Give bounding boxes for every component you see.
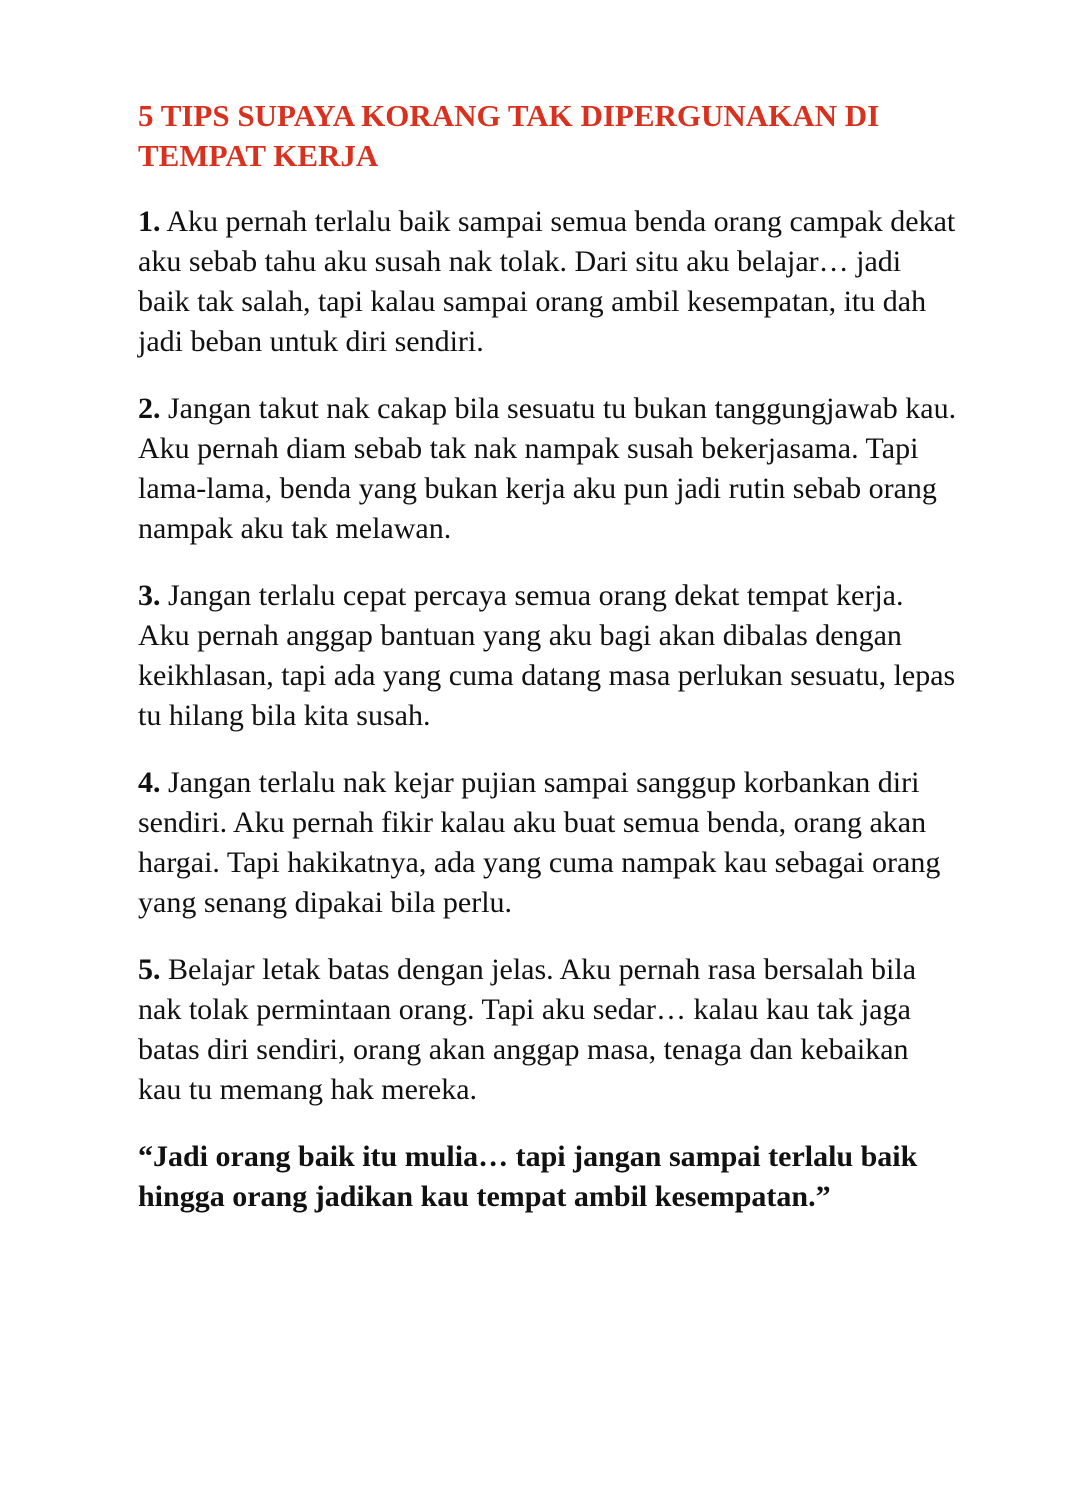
tip-3 <box>138 576 958 736</box>
tip-2 <box>138 389 958 549</box>
document-title: 5 TIPS SUPAYA KORANG TAK DIPERGUNAKAN DI TEMPAT KERJA <box>138 98 880 173</box>
tip-text: Jangan terlalu nak kejar pujian sampai sanggup korbankan diri sendiri. Aku pernah fikir kalau aku buat semua benda, orang akan hargai. Tapi hakikatnya, ada yang cuma nampak kau sebagai orang yang senang dipakai bila perlu. <box>138 766 941 919</box>
tip-number: 1. <box>138 205 161 238</box>
tip-number: 5. <box>138 953 161 986</box>
tip-number: 3. <box>138 579 161 612</box>
closing-quote: “Jadi orang baik itu mulia… tapi jangan sampai terlalu baik hingga orang jadikan kau tempat ambil kesempatan.” <box>138 1140 918 1213</box>
tip-4 <box>138 763 958 923</box>
tip-text: Jangan takut nak cakap bila sesuatu tu bukan tanggungjawab kau. Aku pernah diam sebab tak nak nampak susah bekerjasama. Tapi lama-lama, benda yang bukan kerja aku pun jadi rutin sebab orang nampak aku tak melawan. <box>138 392 957 545</box>
document-page <box>138 96 958 1217</box>
tip-text: Jangan terlalu cepat percaya semua orang dekat tempat kerja. Aku pernah anggap bantuan yang aku bagi akan dibalas dengan keikhlasan, tapi ada yang cuma datang masa perlukan sesuatu, lepas tu hilang bila kita susah. <box>138 579 956 732</box>
tip-text: Aku pernah terlalu baik sampai semua benda orang campak dekat aku sebab tahu aku susah nak tolak. Dari situ aku belajar… jadi baik tak salah, tapi kalau sampai orang ambil kesempatan, itu dah jadi beban untuk diri sendiri. <box>138 205 956 358</box>
tip-number: 2. <box>138 392 161 425</box>
tip-1 <box>138 202 958 362</box>
tip-number: 4. <box>138 766 161 799</box>
tip-text: Belajar letak batas dengan jelas. Aku pernah rasa bersalah bila nak tolak permintaan orang. Tapi aku sedar… kalau kau tak jaga batas diri sendiri, orang akan anggap masa, tenaga dan kebaikan kau tu memang hak mereka. <box>138 953 917 1106</box>
tip-5 <box>138 950 958 1110</box>
